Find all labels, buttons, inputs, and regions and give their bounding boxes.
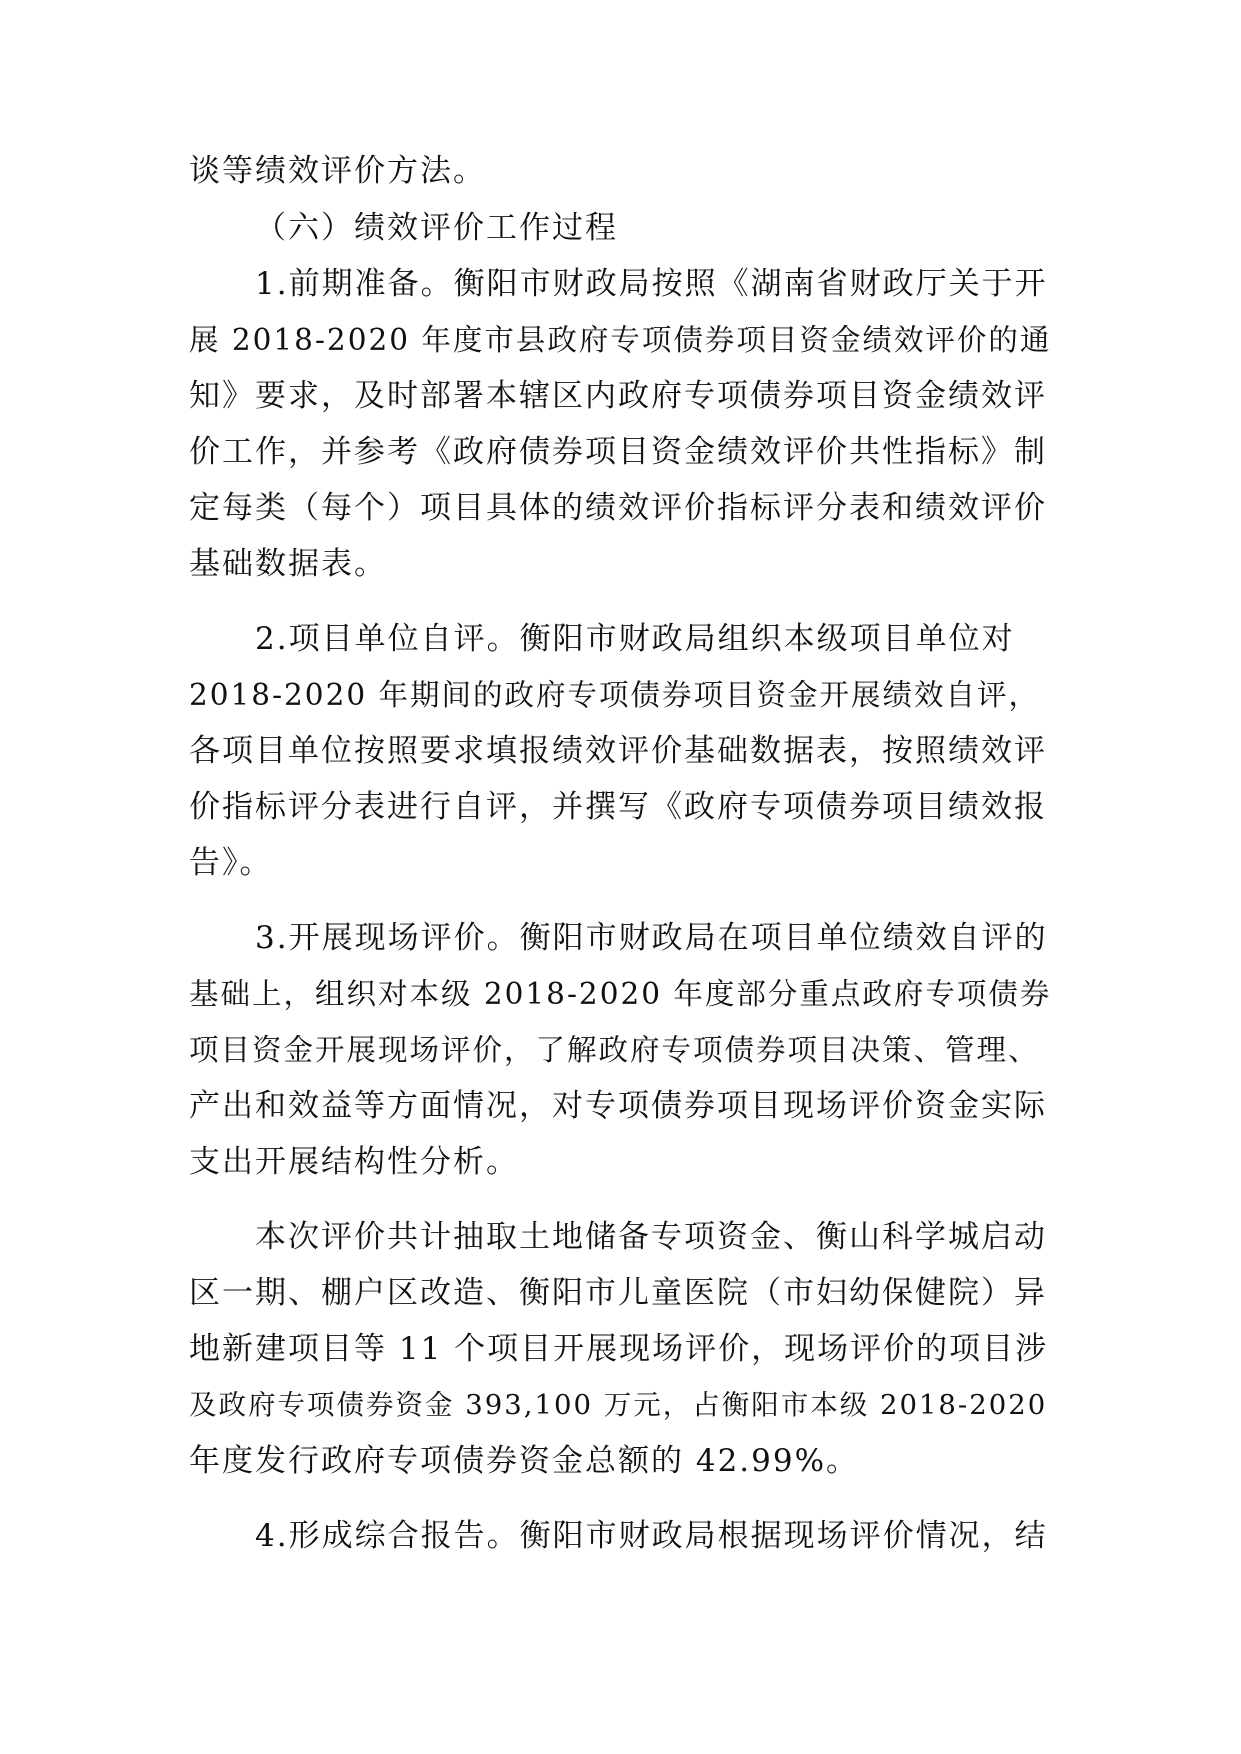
text-line: 基础上，组织对本级 2018-2020 年度部分重点政府专项债券 [189,977,1052,1011]
text-line: 区一期、棚户区改造、衡阳市儿童医院（市妇幼保健院）异 [189,1275,1047,1311]
text-line: 1.前期准备。衡阳市财政局按照《湖南省财政厅关于开 [255,266,1048,302]
text-line: 展 2018-2020 年度市县政府专项债券项目资金绩效评价的通 [189,323,1052,357]
text-line: 项目资金开展现场评价，了解政府专项债券项目决策、管理、 [189,1033,1040,1067]
text-line: 告》。 [189,845,273,881]
text-line: 知》要求，及时部署本辖区内政府专项债券项目资金绩效评 [189,378,1047,414]
text-line: 支出开展结构性分析。 [189,1144,519,1180]
text-line: 基础数据表。 [189,546,387,582]
text-line: 价工作，并参考《政府债券项目资金绩效评价共性指标》制 [189,434,1047,470]
text-line: 4.形成综合报告。衡阳市财政局根据现场评价情况，结 [255,1518,1048,1554]
text-line: 2.项目单位自评。衡阳市财政局组织本级项目单位对 [255,621,1015,657]
text-line: 定每类（每个）项目具体的绩效评价指标评分表和绩效评价 [189,490,1047,526]
text-line: 地新建项目等 11 个项目开展现场评价，现场评价的项目涉 [189,1331,1049,1367]
text-line: 2018-2020 年期间的政府专项债券项目资金开展绩效自评， [189,678,1040,712]
section-heading: （六）绩效评价工作过程 [255,210,618,246]
text-line: 产出和效益等方面情况，对专项债券项目现场评价资金实际 [189,1088,1047,1124]
text-line: 年度发行政府专项债券资金总额的 42.99%。 [189,1443,860,1479]
text-line: 谈等绩效评价方法。 [189,153,486,189]
text-line: 本次评价共计抽取土地储备专项资金、衡山科学城启动 [255,1219,1047,1255]
text-line: 各项目单位按照要求填报绩效评价基础数据表，按照绩效评 [189,733,1047,769]
text-line: 及政府专项债券资金 393,100 万元，占衡阳市本级 2018-2020 [189,1389,1048,1421]
text-line: 价指标评分表进行自评，并撰写《政府专项债券项目绩效报 [189,789,1047,825]
text-line: 3.开展现场评价。衡阳市财政局在项目单位绩效自评的 [255,920,1048,956]
